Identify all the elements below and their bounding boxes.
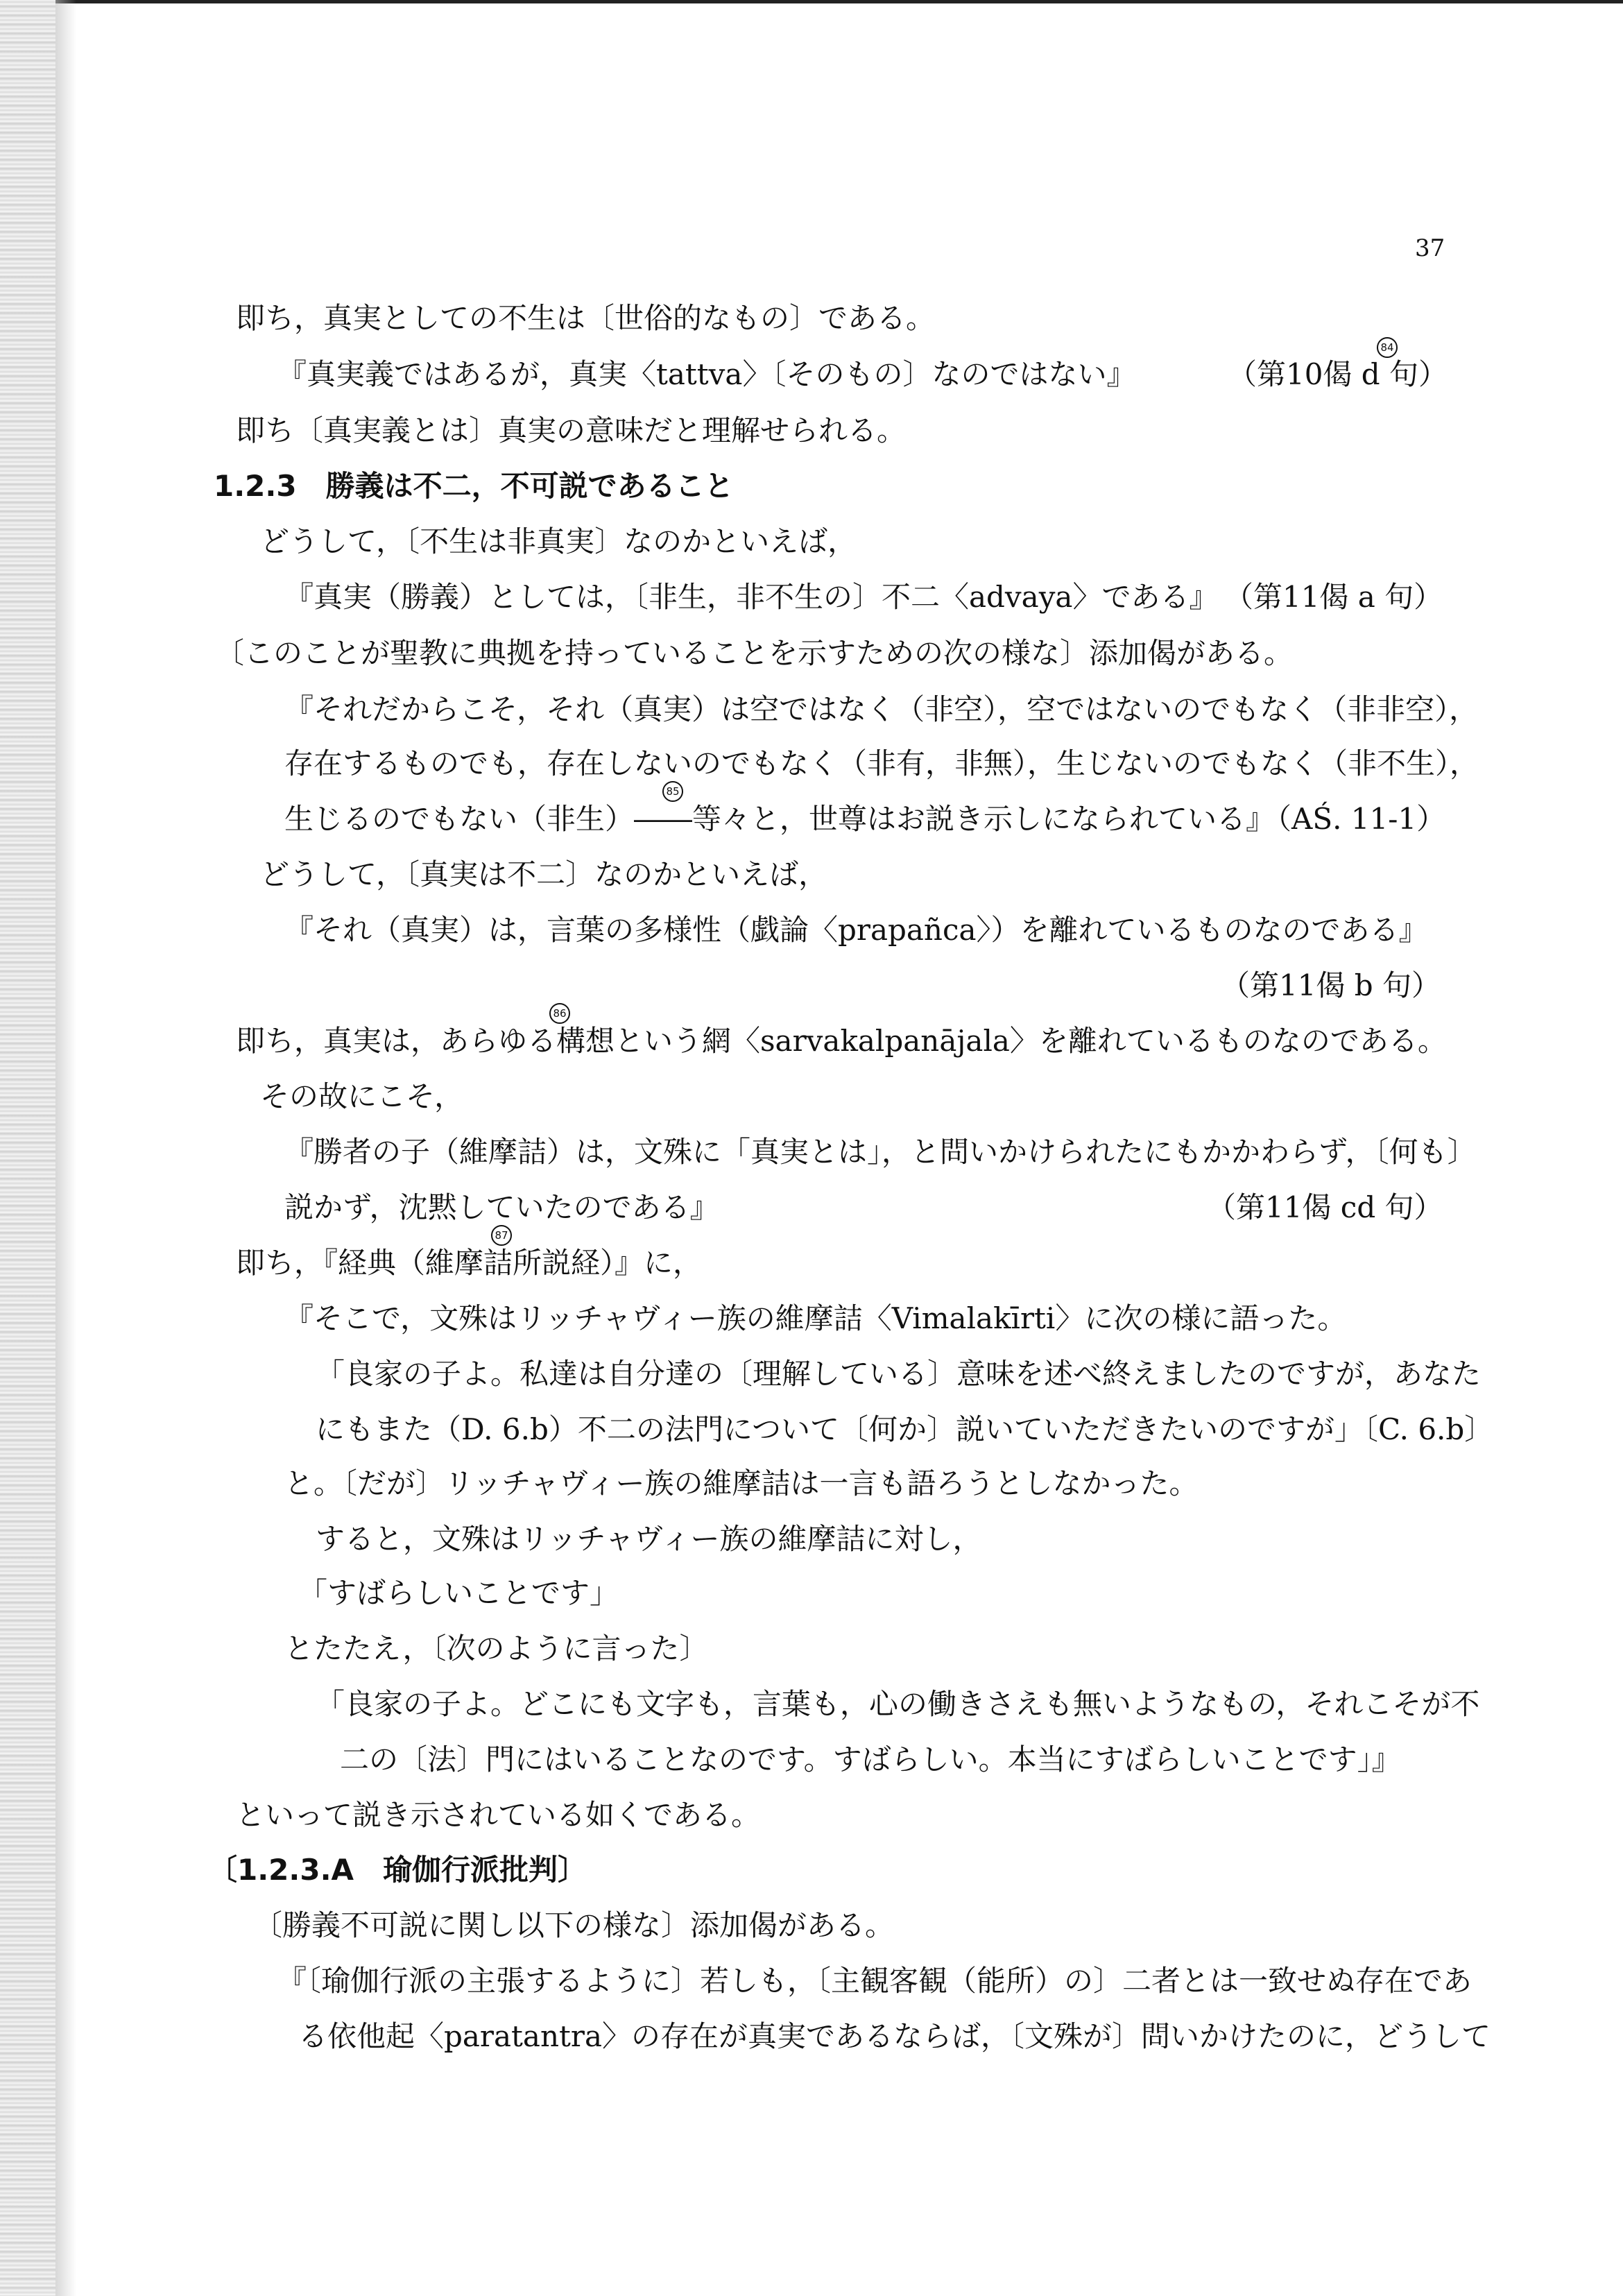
text-line: 説かず，沈黙していたのである』 — [284, 1190, 719, 1224]
text-line: 『それだからこそ，それ（真実）は空ではなく（非空），空ではないのでもなく（非非空）， — [284, 692, 1479, 726]
text-line: どうして，〔真実は不二〕なのかといえば， — [260, 857, 828, 891]
scan-binding-gradient — [55, 0, 76, 2296]
text-line: 〔このことが聖教に典拠を持っていることを示すための次の様な〕添加偈がある。 — [215, 636, 1294, 670]
text-line: と。〔だが〕リッチャヴィー族の維摩詰は一言も語ろうとしなかった。 — [284, 1466, 1199, 1500]
scan-top-edge — [0, 0, 1623, 3]
verse-reference: （第11偈 cd 句） — [1207, 1190, 1443, 1224]
text-line: 即ち，『経典（維摩詰所説経）』に， — [236, 1246, 703, 1280]
text-line: 『真実義ではあるが，真実〈tattva〉〔そのもの〕なのではない』 — [277, 357, 1136, 391]
footnote-marker: 86 — [549, 1003, 570, 1024]
section-heading: 1.2.3 勝義は不二，不可説であること — [214, 469, 734, 503]
text-line: その故にこそ， — [260, 1079, 464, 1113]
footnote-marker: 87 — [491, 1225, 512, 1246]
text-line: 「すばらしいことです」 — [298, 1576, 619, 1610]
text-line: 「良家の子よ。どこにも文字も，言葉も，心の働きさえも無いようなもの，それこそが不 — [316, 1687, 1480, 1721]
text-line: 『勝者の子（維摩詰）は，文殊に「真実とは」，と問いかけられたにもかかわらず，〔何も〕 — [284, 1135, 1477, 1169]
text-line: とたたえ，〔次のように言った〕 — [284, 1631, 709, 1665]
text-line: 二の〔法〕門にはいることなのです。すばらしい。本当にすばらしいことです」』 — [340, 1742, 1401, 1776]
footnote-marker: 85 — [662, 781, 683, 802]
text-line: すると，文殊はリッチャヴィー族の維摩詰に対し， — [316, 1522, 982, 1556]
text-line: どうして，〔不生は非真実〕なのかといえば， — [260, 524, 857, 558]
footnote-marker: 84 — [1377, 337, 1398, 358]
text-line: 『真実（勝義）としては，〔非生，非不生の〕不二〈advaya〉である』 — [284, 580, 1219, 614]
text-line: にもまた（D. 6.b）不二の法門について〔何か〕説いていただきたいのですが」〔C. 6.b〕 — [316, 1412, 1494, 1446]
page-number: 37 — [1415, 234, 1445, 262]
text-line: 即ち，真実は，あらゆる構想という網〈sarvakalpanājala〉を離れているものなのである。 — [236, 1024, 1447, 1058]
subsection-heading: 〔1.2.3.A 瑜伽行派批判〕 — [208, 1853, 587, 1887]
verse-reference: （第11偈 a 句） — [1224, 580, 1443, 614]
text-line: 『それ（真実）は，言葉の多様性（戯論〈prapañca〉）を離れているものなのである』 — [284, 913, 1428, 947]
text-line: 即ち〔真実義とは〕真実の意味だと理解せられる。 — [236, 413, 907, 447]
text-line: 即ち，真実としての不生は〔世俗的なもの〕である。 — [236, 301, 936, 335]
verse-reference: （第10偈 d 句） — [1228, 357, 1448, 391]
text-line: 『〔瑜伽行派の主張するように〕若しも，〔主観客観（能所）の〕二者とは一致せぬ存在であ — [277, 1964, 1472, 1998]
text-line: 『そこで，文殊はリッチャヴィー族の維摩詰〈Vimalakīrti〉に次の様に語った。 — [284, 1301, 1347, 1335]
text-line: 生じるのでもない（非生）――等々と，世尊はお説き示しになられている』 — [284, 802, 1276, 836]
text-line: といって説き示されている如くである。 — [236, 1798, 761, 1832]
scan-binding-shadow — [0, 0, 55, 2296]
text-line: 「良家の子よ。私達は自分達の〔理解している〕意味を述べ終えましたのですが，あなた — [316, 1357, 1482, 1391]
text-line: 〔勝義不可説に関し以下の様な〕添加偈がある。 — [253, 1908, 895, 1942]
text-line: る依他起〈paratantra〉の存在が真実であるならば，〔文殊が〕問いかけたのに，どうして — [298, 2019, 1491, 2053]
verse-reference: （第11偈 b 句） — [1221, 968, 1441, 1002]
verse-reference: （AŚ. 11-1） — [1262, 802, 1446, 836]
text-line: 存在するものでも，存在しないのでもなく（非有，非無），生じないのでもなく（非不生）， — [284, 746, 1479, 780]
